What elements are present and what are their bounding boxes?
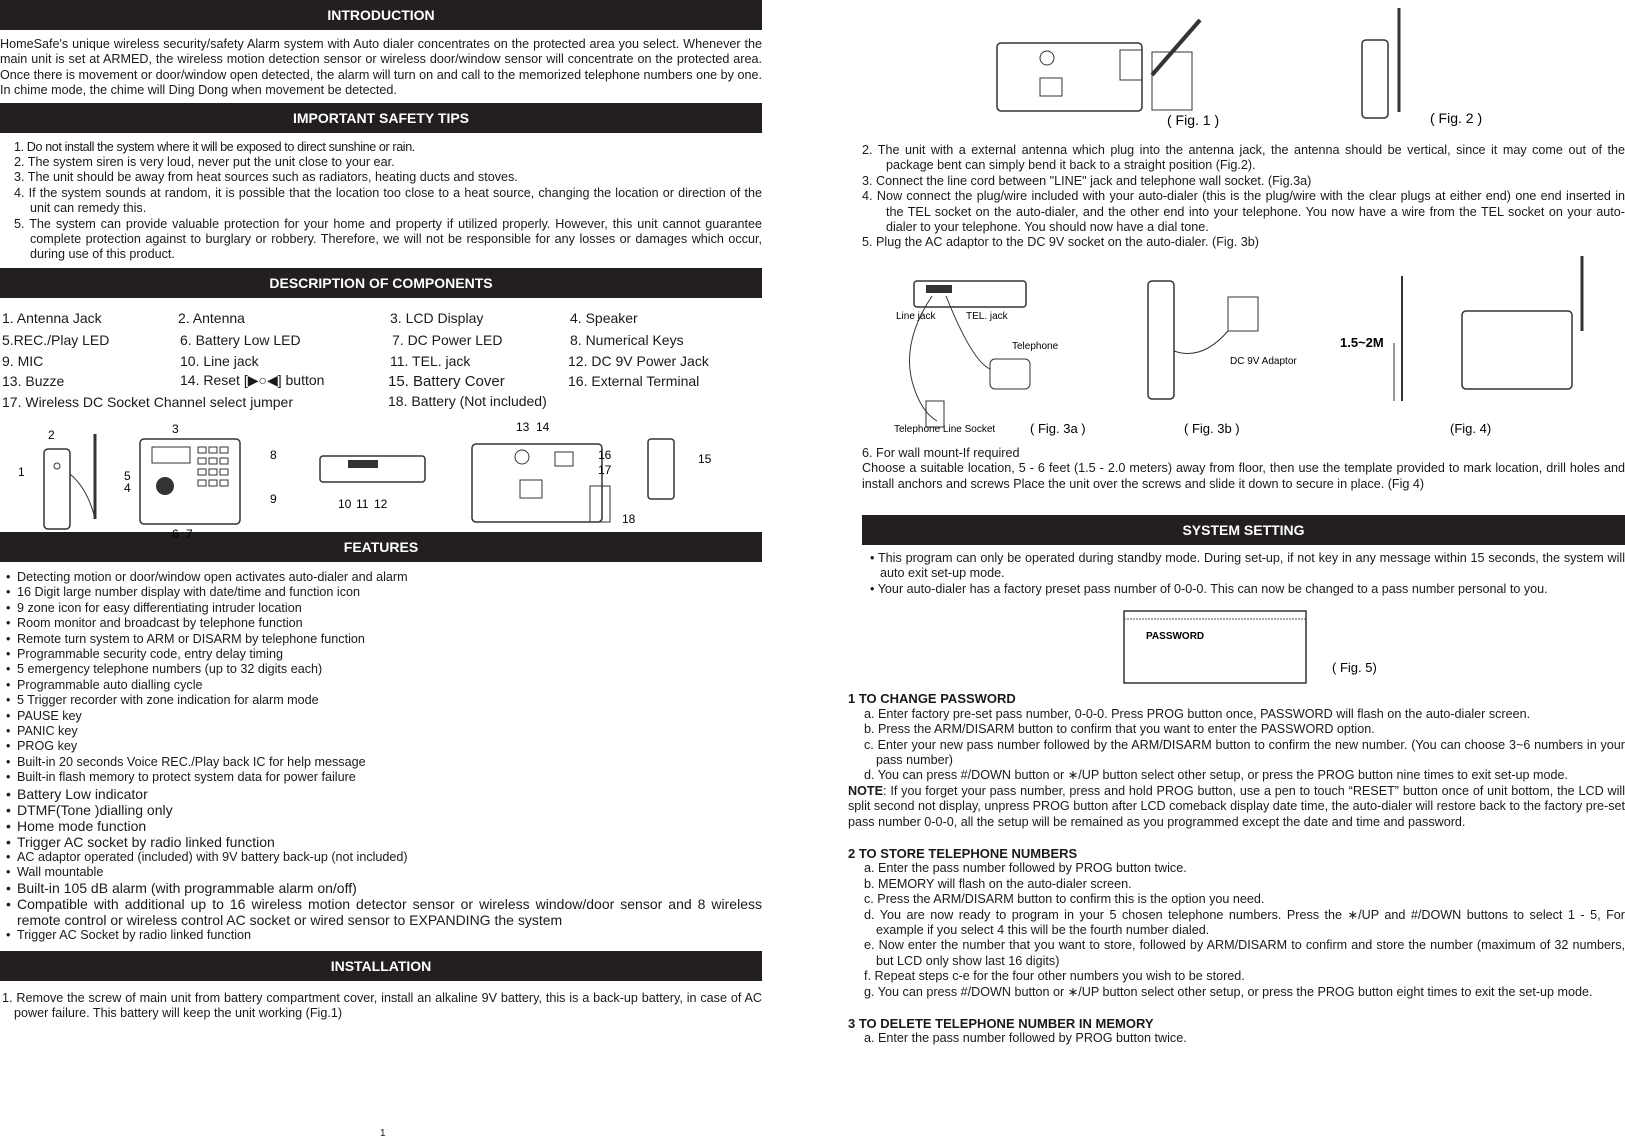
label-16: 16 — [598, 447, 612, 462]
unit-top-view — [320, 456, 425, 482]
system-settings — [848, 691, 1625, 1047]
label-8: 8 — [270, 447, 277, 462]
component-item: 12. DC 9V Power Jack — [568, 352, 709, 369]
component-item: 3. LCD Display — [390, 309, 484, 326]
fig3a-caption: ( Fig. 3a ) — [1030, 420, 1086, 436]
safety-tip: 1. Do not install the system where it will be exposed to direct sunshine or rain. — [14, 139, 415, 154]
fig1-buzzer — [1040, 51, 1054, 65]
circle-icon: ○ — [258, 371, 267, 388]
change-password-step: d. You can press #/DOWN button or ∗/UP button select other setup, or press the PROG button nine times to exit set-up mode. — [864, 768, 1569, 783]
jumper-shape — [520, 480, 542, 498]
battery-cover-shape — [648, 439, 674, 499]
component-item: 2. Antenna — [178, 309, 245, 326]
component-item: 8. Numerical Keys — [570, 331, 684, 348]
store-numbers-step: f. Repeat steps c-e for the four other numbers you wish to be stored. — [864, 969, 1245, 984]
safety-tip: 5. The system can provide valuable protection for your home and property if utilized properly. However, this unit cannot guarantee complete protection against to burglary or robbery. Therefore, we will not be responsible for any losses or damages which occur, during use of this product. — [14, 216, 762, 262]
fig3a-telephone — [990, 359, 1030, 389]
wall-mount — [862, 446, 1625, 492]
lcd-shape — [152, 447, 190, 463]
components-heading: DESCRIPTION OF COMPONENTS — [0, 268, 762, 298]
feature-item: • PAUSE key — [6, 709, 762, 724]
feature-item: • PROG key — [6, 739, 762, 754]
installation-step: 5. Plug the AC adaptor to the DC 9V socket on the auto-dialer. (Fig. 3b) — [862, 235, 1259, 250]
change-password-title: 1 TO CHANGE PASSWORD — [848, 691, 1016, 707]
intro-text: HomeSafe's unique wireless security/safety Alarm system with Auto dialer concentrates on the protected area you select. Whenever the main unit is set at ARMED, the wireless motion detection sensor or wireless door/window sensor will concentrate on the protected area. Once there is movement or door/window open detected, the alarm will turn on and call to the memorized telephone numbers one by one. In chime mode, the chime will Ding Dong when movement be detected. — [0, 37, 762, 98]
feature-item: • DTMF(Tone )dialling only — [6, 802, 762, 818]
fig3b-unit — [1148, 281, 1174, 399]
feature-item: • Remote turn system to ARM or DISARM by telephone function — [6, 632, 762, 647]
component-item: 17. Wireless DC Socket Channel select jumper — [2, 393, 294, 410]
fig3b-caption: ( Fig. 3b ) — [1184, 420, 1240, 436]
fig5-lcd — [862, 601, 1625, 687]
component-item: 6. Battery Low LED — [180, 331, 301, 348]
fig1-caption: ( Fig. 1 ) — [1167, 112, 1220, 128]
label-15: 15 — [698, 451, 712, 466]
installation-step-1: 1. Remove the screw of main unit from battery compartment cover, install an alkaline 9V battery, this is a back-up battery, in case of AC power failure. This battery will keep the unit working (Fig.1) — [2, 990, 762, 1021]
label-18: 18 — [622, 511, 636, 526]
safety-tip: 4. If the system sounds at random, it is possible that the location too close to a heat source, changing the location or direction of the unit can remedy this. — [14, 185, 762, 216]
feature-item: • 5 emergency telephone numbers (up to 32 digits each) — [6, 662, 762, 677]
installation-step: 4. Now connect the plug/wire included with your auto-dialer (this is the plug/wire with the clear plugs at either end) one end inserted in the TEL socket on the auto-dialer, and the other end into your telephone. You now have a wire from the TEL socket on your auto-dialer to your telephone. You should now have a dial tone. — [862, 189, 1625, 235]
fig3a-line-jack-label: Line jack — [896, 310, 936, 322]
feature-item: • Trigger AC Socket by radio linked function — [6, 928, 762, 943]
fig4-caption: (Fig. 4) — [1450, 420, 1492, 436]
intro-heading: INTRODUCTION — [0, 0, 762, 30]
label-10: 10 — [338, 496, 352, 511]
fig5-area — [862, 601, 1625, 687]
store-numbers-step: e. Now enter the number that you want to store, followed by ARM/DISARM to confirm and store the number (maximum of 32 numbers, but LCD only show last 16 digits) — [864, 938, 1625, 968]
fig5-caption: ( Fig. 5) — [1332, 660, 1377, 676]
bullet-icon: • — [870, 551, 878, 566]
feature-item: • PANIC key — [6, 724, 762, 739]
system-bullet: • Your auto-dialer has a factory preset pass number of 0-0-0. This can now be changed to a pass number personal to you. — [870, 581, 1548, 596]
fig3b-adaptor — [1228, 297, 1258, 331]
feature-item: • Room monitor and broadcast by telephone function — [6, 616, 762, 631]
store-numbers-step: g. You can press #/DOWN button or ∗/UP button select other setup, or press the PROG button eight times to exit the set-up mode. — [864, 984, 1593, 999]
component-item: 1. Antenna Jack — [2, 309, 102, 326]
fig3a-socket-label: Telephone Line Socket — [894, 423, 996, 435]
label-12: 12 — [374, 496, 388, 511]
component-item: 15. Battery Cover — [388, 372, 505, 390]
components-diagram — [0, 414, 762, 544]
label-13: 13 — [516, 419, 530, 434]
fig3a-unit — [914, 281, 1026, 307]
store-numbers-title: 2 TO STORE TELEPHONE NUMBERS — [848, 845, 1078, 861]
store-numbers-step: c. Press the ARM/DISARM button to confirm this is the option you need. — [864, 892, 1265, 907]
antenna-jack-shape — [54, 463, 60, 469]
fig3b-cord — [1174, 331, 1228, 354]
label-4: 4 — [124, 480, 131, 495]
component-item: 5.REC./Play LED — [2, 331, 110, 348]
label-17: 17 — [598, 462, 612, 477]
page-number: 1 — [380, 1128, 386, 1139]
feature-item: • Built-in 105 dB alarm (with programmable alarm on/off) — [6, 880, 762, 896]
fig3a-jacks — [926, 285, 952, 293]
feature-item: • Built-in flash memory to protect system data for power failure — [6, 770, 762, 785]
feature-item: • Wall mountable — [6, 865, 762, 880]
system-heading: SYSTEM SETTING — [862, 515, 1625, 545]
fig5-lcd-frame — [1124, 611, 1306, 683]
terminal-shape — [555, 452, 573, 466]
fig1-cover — [1152, 52, 1192, 110]
features-heading: FEATURES — [0, 532, 762, 562]
installation-step: 2. The unit with a external antenna which plug into the antenna jack, the antenna should be vertical, since it may come out of the package bent can simply bend it back to a straight position (Fig.2). — [862, 143, 1625, 173]
fig4-unit — [1462, 311, 1572, 389]
delete-number-step: a. Enter the pass number followed by PROG button twice. — [864, 1031, 1187, 1046]
component-item: 10. Line jack — [180, 352, 259, 369]
safety-tip: 3. The unit should be away from heat sources such as radiators, heating ducts and stoves. — [14, 170, 518, 185]
change-password-step: c. Enter your new pass number followed by the ARM/DISARM button to confirm the new number. (You can choose 3~6 numbers in your pass number) — [864, 737, 1625, 767]
back-icon: ◀ — [266, 371, 278, 388]
note-label: NOTE — [848, 783, 883, 798]
screwdriver-shape — [1152, 20, 1200, 75]
safety-tip: 2. The system siren is very loud, never put the unit close to your ear. — [14, 155, 395, 170]
feature-item: • 5 Trigger recorder with zone indication for alarm mode — [6, 693, 762, 708]
fig3a-telephone-label: Telephone — [1012, 340, 1059, 352]
label-7: 7 — [186, 526, 193, 541]
wall-mount-text: Choose a suitable location, 5 - 6 feet (1.5 - 2.0 meters) away from floor, then use the template provided to mark location, drill holes and install anchors and screws Place the unit over the screws and slide it down to secure in place. (Fig 4) — [862, 461, 1625, 491]
keypad-shape — [198, 447, 228, 486]
fig2-unit — [1362, 40, 1388, 118]
component-item: 13. Buzze — [2, 372, 65, 389]
fig2-caption: ( Fig. 2 ) — [1430, 110, 1483, 126]
note-paragraph — [848, 784, 1625, 830]
figures-3-4 — [862, 251, 1625, 436]
unit-back-view — [472, 444, 602, 522]
fig4-height-label: 1.5~2M — [1340, 334, 1384, 350]
installation-heading: INSTALLATION — [0, 951, 762, 981]
feature-item: • Trigger AC socket by radio linked function — [6, 834, 762, 850]
right-column — [848, 0, 1625, 1047]
component-item: 18. Battery (Not included) — [388, 392, 547, 409]
feature-item: • Detecting motion or door/window open activates auto-dialer and alarm — [6, 570, 762, 585]
label-11: 11 — [356, 496, 369, 511]
label-3: 3 — [172, 421, 179, 436]
component-item: 16. External Terminal — [568, 372, 700, 389]
battery-shape — [590, 486, 610, 522]
label-2: 2 — [48, 427, 55, 442]
speaker-shape — [156, 477, 174, 495]
component-item: 9. MIC — [2, 352, 44, 369]
figures-1-2 — [862, 0, 1625, 135]
wall-mount-title: 6. For wall mount-If required — [862, 445, 1020, 460]
feature-item: • Programmable auto dialling cycle — [6, 678, 762, 693]
features-list — [0, 570, 762, 944]
change-password-step: b. Press the ARM/DISARM button to confirm that you want to enter the PASSWORD option. — [864, 722, 1375, 737]
store-numbers-step: a. Enter the pass number followed by PROG button twice. — [864, 861, 1187, 876]
delete-number-title: 3 TO DELETE TELEPHONE NUMBER IN MEMORY — [848, 1016, 1154, 1031]
feature-item: • 16 Digit large number display with date/time and function icon — [6, 585, 762, 600]
system-bullet: • This program can only be operated during standby mode. During set-up, if not key in any message within 15 seconds, the system will auto exit set-up mode. — [870, 551, 1625, 581]
component-item: 7. DC Power LED — [392, 331, 503, 348]
components-list — [0, 302, 762, 414]
component-item-reset: 14. Reset [▶○◀] button — [180, 371, 325, 388]
component-item: 11. TEL. jack — [390, 352, 471, 369]
left-column — [0, 0, 762, 1022]
fig3b-adaptor-label: DC 9V Adaptor — [1230, 355, 1297, 367]
label-5: 5 — [124, 468, 131, 483]
installation-steps — [862, 143, 1625, 251]
label-14: 14 — [536, 419, 550, 434]
feature-item: • 9 zone icon for easy differentiating intruder location — [6, 601, 762, 616]
feature-item: • Battery Low indicator — [6, 786, 762, 802]
component-item: 4. Speaker — [570, 309, 638, 326]
label-6: 6 — [172, 526, 179, 541]
feature-item: • Home mode function — [6, 818, 762, 834]
bullet-icon: • — [870, 581, 878, 596]
fig5-password-label: PASSWORD — [1146, 631, 1205, 643]
feature-item: • AC adaptor operated (included) with 9V battery back-up (not included) — [6, 850, 762, 865]
jacks-shape — [348, 460, 378, 468]
note-text: : If you forget your pass number, press and hold PROG button, use a pen to touch “RESET” button once of unit bottom, the LCD will split second not display, unpress PROG button after LCD comeback display date time, the auto-dialer will restore back to the factory pre-set pass number 0-0-0, all the setup will be remained as you programmed except the date and time and password. — [848, 783, 1625, 829]
feature-item: • Built-in 20 seconds Voice REC./Play back IC for help message — [6, 755, 762, 770]
label-1: 1 — [18, 464, 25, 479]
antenna-arrow — [70, 474, 95, 519]
fig3a-tel-jack-label: TEL. jack — [966, 310, 1008, 322]
installation-step: 3. Connect the line cord between "LINE" jack and telephone wall socket. (Fig.3a) — [862, 173, 1312, 188]
store-numbers-step: d. You are now ready to program in your 5 chosen telephone numbers. Press the ∗/UP and #/DOWN buttons to select 1 - 5, For example if you select 4 this will be the fourth number dialed. — [864, 907, 1625, 937]
unit-side-view — [44, 449, 70, 529]
system-bullets — [862, 551, 1625, 597]
store-numbers-step: b. MEMORY will flash on the auto-dialer screen. — [864, 876, 1132, 891]
fig1-battery — [1120, 50, 1142, 80]
safety-heading: IMPORTANT SAFETY TIPS — [0, 103, 762, 133]
play-icon: ▶ — [247, 371, 259, 388]
label-9: 9 — [270, 491, 277, 506]
safety-list — [0, 140, 762, 263]
buzzer-shape — [515, 450, 529, 464]
feature-item: • Programmable security code, entry delay timing — [6, 647, 762, 662]
fig1-jumper — [1040, 78, 1062, 96]
feature-item: • Compatible with additional up to 16 wireless motion detector sensor or wireless window/door sensor and 8 wireless remote control or wireless control AC socket or wired sensor to EXPANDING the system — [6, 896, 762, 928]
change-password-step: a. Enter factory pre-set pass number, 0-0-0. Press PROG button once, PASSWORD will flash on the auto-dialer screen. — [864, 706, 1531, 721]
